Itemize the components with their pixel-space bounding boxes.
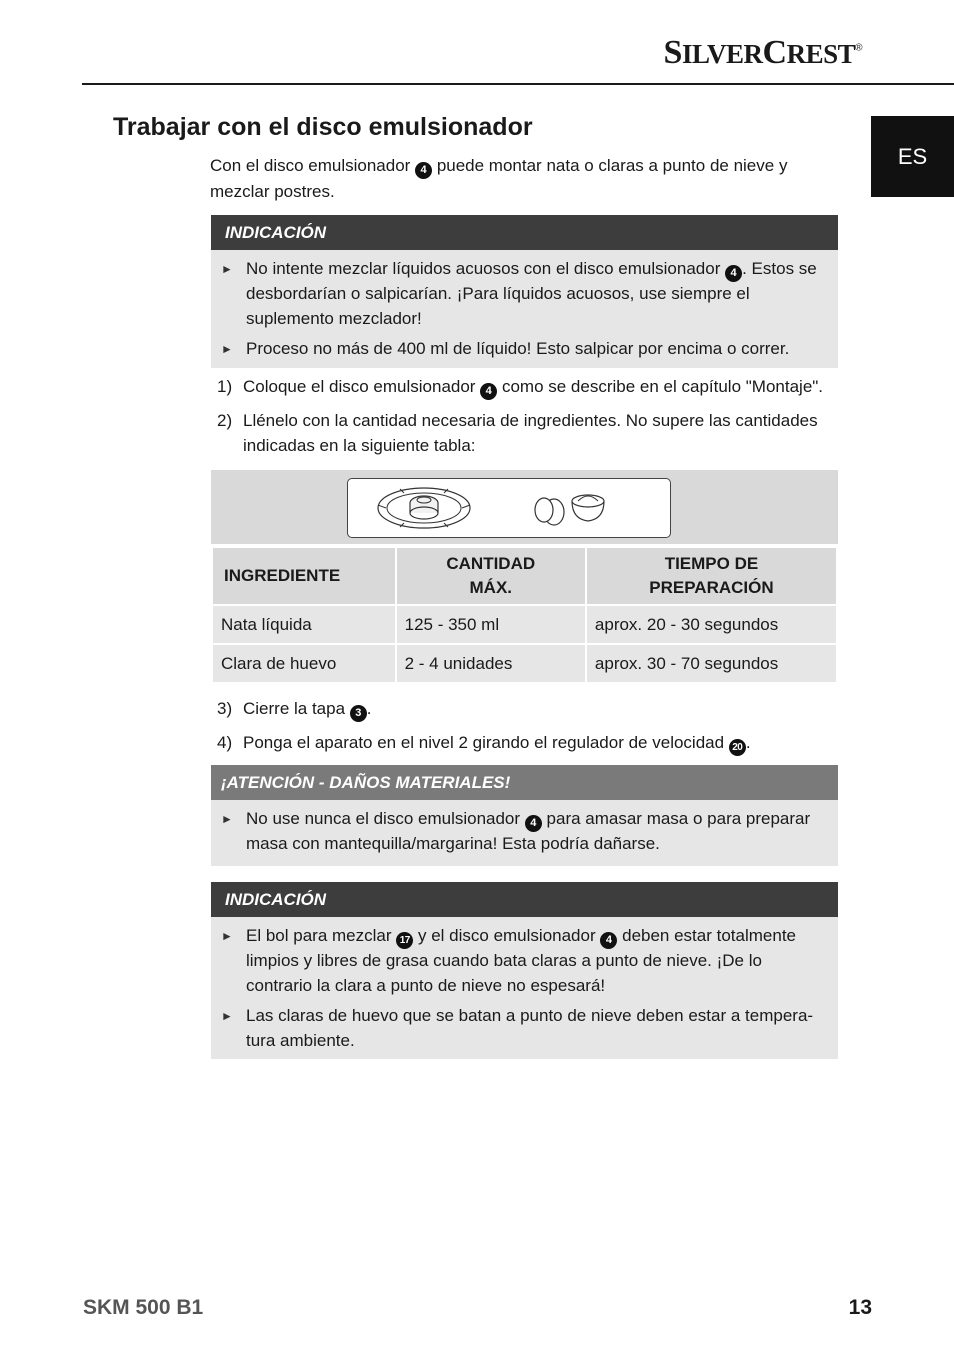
header-rule bbox=[82, 83, 954, 85]
table-cell: aprox. 20 - 30 segundos bbox=[586, 605, 837, 644]
column-header-ingredient: INGREDIENTE bbox=[212, 547, 396, 605]
column-header-time: TIEMPO DE PREPARACIÓN bbox=[586, 547, 837, 605]
notice-bullet: ► Proceso no más de 400 ml de líquido! Esto salpicar por encima o correr. bbox=[221, 337, 828, 362]
table-header-row bbox=[212, 547, 837, 605]
table-row bbox=[212, 605, 837, 644]
column-header-quantity: CANTIDAD MÁX. bbox=[396, 547, 586, 605]
triangle-bullet-icon: ► bbox=[221, 929, 233, 943]
notice-bullet: ► Las claras de huevo que se batan a punto de nieve deben estar a tempera-tura ambiente. bbox=[221, 1004, 828, 1053]
warning-box bbox=[211, 765, 838, 866]
notice-box bbox=[211, 215, 838, 368]
ref-number-badge: 4 bbox=[725, 265, 742, 282]
notice-bullet: ► El bol para mezclar 17 y el disco emulsionador 4 deben estar totalmente limpios y libres de grasa cuando bata claras a punto de nieve. ¡De lo contrario la clara a punto de nieve no espesará! bbox=[221, 924, 828, 998]
ref-number-badge: 20 bbox=[729, 739, 746, 756]
ref-number-badge: 4 bbox=[600, 932, 617, 949]
intro-paragraph: Con el disco emulsionador 4 puede montar nata o claras a punto de nieve y mezclar postres. bbox=[210, 156, 788, 201]
emulsifier-disc-illustration bbox=[348, 479, 670, 537]
illustration-row bbox=[211, 470, 838, 544]
warning-bullet: ► No use nunca el disco emulsionador 4 para amasar masa o para preparar masa con mantequilla/margarina! Esta podría dañarse. bbox=[221, 807, 828, 857]
table-cell: aprox. 30 - 70 segundos bbox=[586, 644, 837, 683]
footer-model: SKM 500 B1 bbox=[83, 1296, 204, 1319]
step-1: 1) Coloque el disco emulsionador 4 como se describe en el capítulo "Montaje". bbox=[217, 374, 841, 400]
illustration-box bbox=[347, 478, 671, 538]
step-4: 4) Ponga el aparato en el nivel 2 girando el regulador de velocidad 20 . bbox=[217, 730, 841, 756]
step-2: 2) Llénelo con la cantidad necesaria de ingredientes. No supere las cantidades indicadas en la siguiente tabla: bbox=[217, 411, 818, 455]
ref-number-badge: 4 bbox=[480, 383, 497, 400]
notice-bullet: ► No intente mezclar líquidos acuosos con el disco emulsionador 4 . Estos se desbordarían o salpicarían. ¡Para líquidos acuosos, use siempre el suplemento mezclador! bbox=[221, 257, 828, 331]
ingredient-table bbox=[211, 546, 838, 684]
table-cell: Clara de huevo bbox=[212, 644, 396, 683]
triangle-bullet-icon: ► bbox=[221, 342, 233, 356]
table-cell: 125 - 350 ml bbox=[396, 605, 586, 644]
triangle-bullet-icon: ► bbox=[221, 812, 233, 826]
table-row bbox=[212, 644, 837, 683]
section-title: Trabajar con el disco emulsionador bbox=[113, 113, 533, 141]
ref-number-badge: 4 bbox=[525, 815, 542, 832]
notice-heading: INDICACIÓN bbox=[211, 882, 838, 917]
ref-number-badge: 17 bbox=[396, 932, 413, 949]
page-number: 13 bbox=[848, 1296, 872, 1319]
brand-logo: SILVERCREST® bbox=[663, 34, 862, 71]
language-tab: ES bbox=[871, 116, 954, 197]
triangle-bullet-icon: ► bbox=[221, 262, 233, 276]
notice-box bbox=[211, 882, 838, 1059]
step-3: 3) Cierre la tapa 3 . bbox=[217, 696, 841, 722]
table-cell: Nata líquida bbox=[212, 605, 396, 644]
notice-heading: INDICACIÓN bbox=[211, 215, 838, 250]
triangle-bullet-icon: ► bbox=[221, 1009, 233, 1023]
ref-number-badge: 3 bbox=[350, 705, 367, 722]
ref-number-badge: 4 bbox=[415, 162, 432, 179]
warning-heading: ¡ATENCIÓN - DAÑOS MATERIALES! bbox=[211, 765, 838, 800]
table-cell: 2 - 4 unidades bbox=[396, 644, 586, 683]
